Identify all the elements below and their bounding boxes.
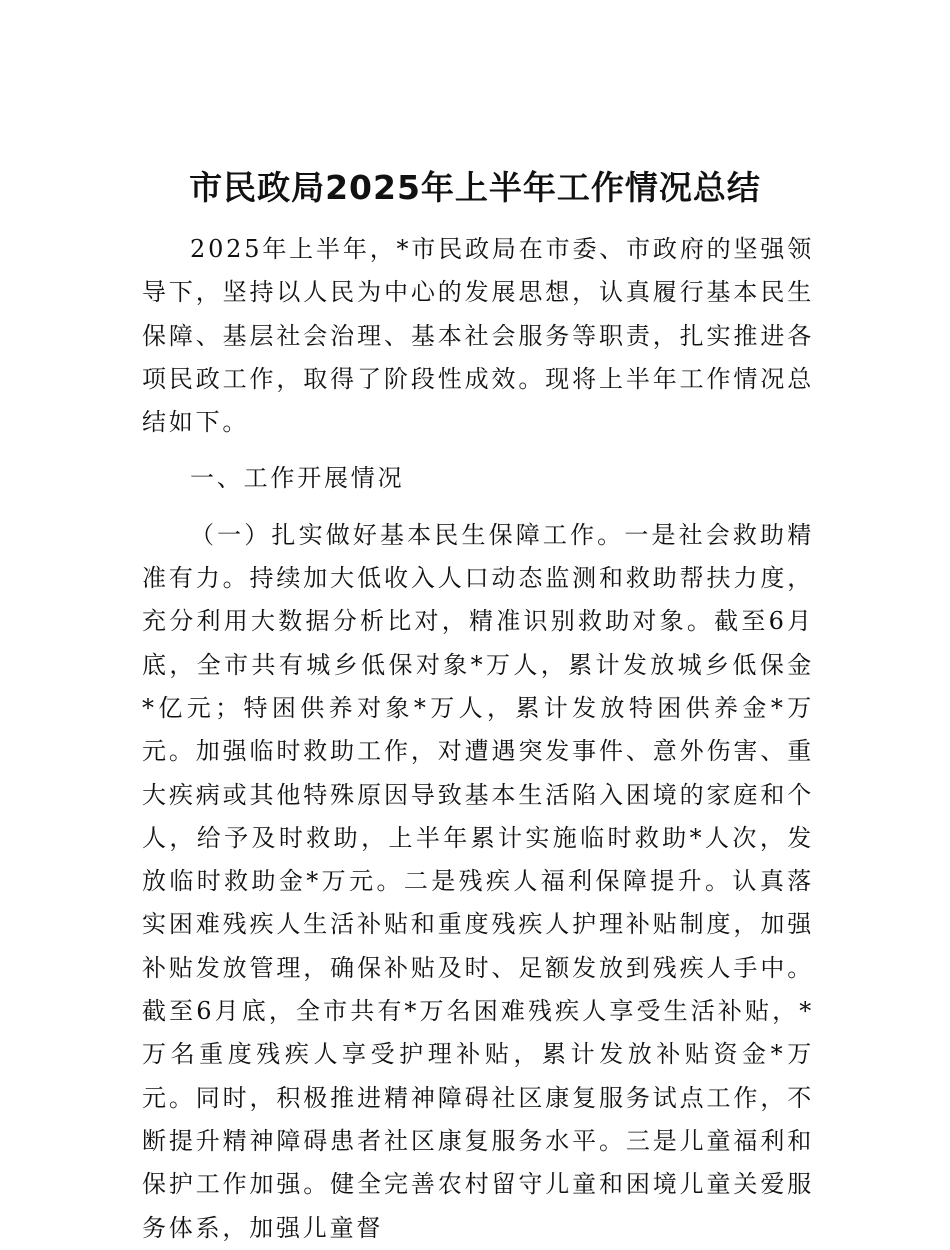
document-title: 市民政局2025年上半年工作情况总结 [189, 168, 761, 207]
body-paragraph: （一）扎实做好基本民生保障工作。一是社会救助精准有力。持续加大低收入人口动态监测和救助帮扶力度，充分利用大数据分析比对，精准识别救助对象。截至6月底，全市共有城乡低保对象*万人，累计发放城乡低保金*亿元；特困供养对象*万人，累计发放特困供养金*万元。加强临时救助工作，对遭遇突发事件、意外伤害、重大疾病或其他特殊原因导致基本生活陷入困境的家庭和个人，给予及时救助，上半年累计实施临时救助*人次，发放临时救助金*万元。二是残疾人福利保障提升。认真落实困难残疾人生活补贴和重度残疾人护理补贴制度，加强补贴发放管理，确保补贴及时、足额发放到残疾人手中。截至6月底，全市共有*万名困难残疾人享受生活补贴，*万名重度残疾人享受护理补贴，累计发放补贴资金*万元。同时，积极推进精神障碍社区康复服务试点工作，不断提升精神障碍患者社区康复服务水平。三是儿童福利和保护工作加强。健全完善农村留守儿童和困境儿童关爱服务体系，加强儿童督 [142, 520, 814, 1242]
section-heading: 一、工作开展情况 [190, 464, 405, 493]
intro-paragraph: 2025年上半年，*市民政局在市委、市政府的坚强领导下，坚持以人民为中心的发展思想，认真履行基本民生保障、基层社会治理、基本社会服务等职责，扎实推进各项民政工作，取得了阶段性成效。现将上半年工作情况总结如下。 [142, 235, 814, 437]
document-body [142, 228, 814, 1250]
